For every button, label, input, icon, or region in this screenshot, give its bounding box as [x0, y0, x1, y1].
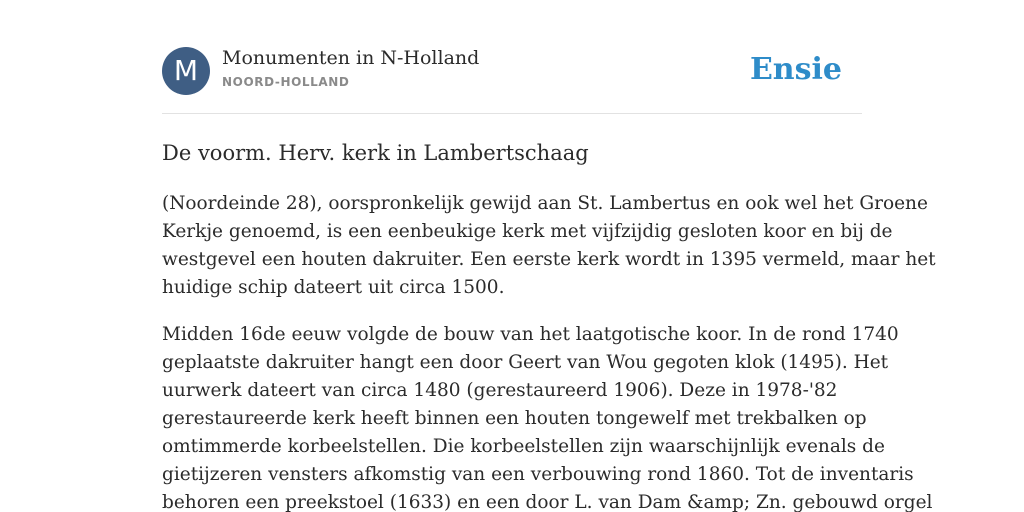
text-line: uurwerk dateert van circa 1480 (gerestaureerd 1906). Deze in 1978-'82: [162, 380, 838, 401]
text-line: behoren een preekstoel (1633) en een door L. van Dam &amp; Zn. gebouwd orgel: [162, 492, 933, 512]
text-line: omtimmerde korbeelstellen. Die korbeelstellen zijn waarschijnlijk evenals de: [162, 436, 885, 457]
text-line: gerestaureerde kerk heeft binnen een houten tongewelf met trekbalken op: [162, 408, 867, 429]
header-divider: [162, 113, 862, 114]
text-line: huidige schip dateert uit circa 1500.: [162, 277, 505, 298]
ensie-logo-link[interactable]: Ensie: [749, 52, 842, 87]
article-paragraph-2: [162, 321, 933, 512]
text-line: gietijzeren vensters afkomstig van een verbouwing rond 1860. Tot de inventaris: [162, 464, 914, 485]
source-region-label: NOORD-HOLLAND: [222, 75, 350, 89]
text-line: (Noordeinde 28), oorspronkelijk gewijd aan St. Lambertus en ook wel het Groene: [162, 193, 928, 214]
article-paragraph-1: [162, 190, 936, 302]
text-line: Kerkje genoemd, is een eenbeukige kerk met vijfzijdig gesloten koor en bij de: [162, 221, 893, 242]
source-title-link[interactable]: Monumenten in N-Holland: [222, 47, 480, 69]
text-line: westgevel een houten dakruiter. Een eerste kerk wordt in 1395 vermeld, maar het: [162, 249, 936, 270]
article-title: De voorm. Herv. kerk in Lambertschaag: [162, 141, 589, 165]
text-line: Midden 16de eeuw volgde de bouw van het laatgotische koor. In de rond 1740: [162, 324, 899, 345]
source-header: [162, 46, 862, 96]
source-avatar[interactable]: M: [162, 47, 210, 95]
article-body: [162, 190, 936, 512]
text-line: geplaatste dakruiter hangt een door Geert van Wou gegoten klok (1495). Het: [162, 352, 889, 373]
